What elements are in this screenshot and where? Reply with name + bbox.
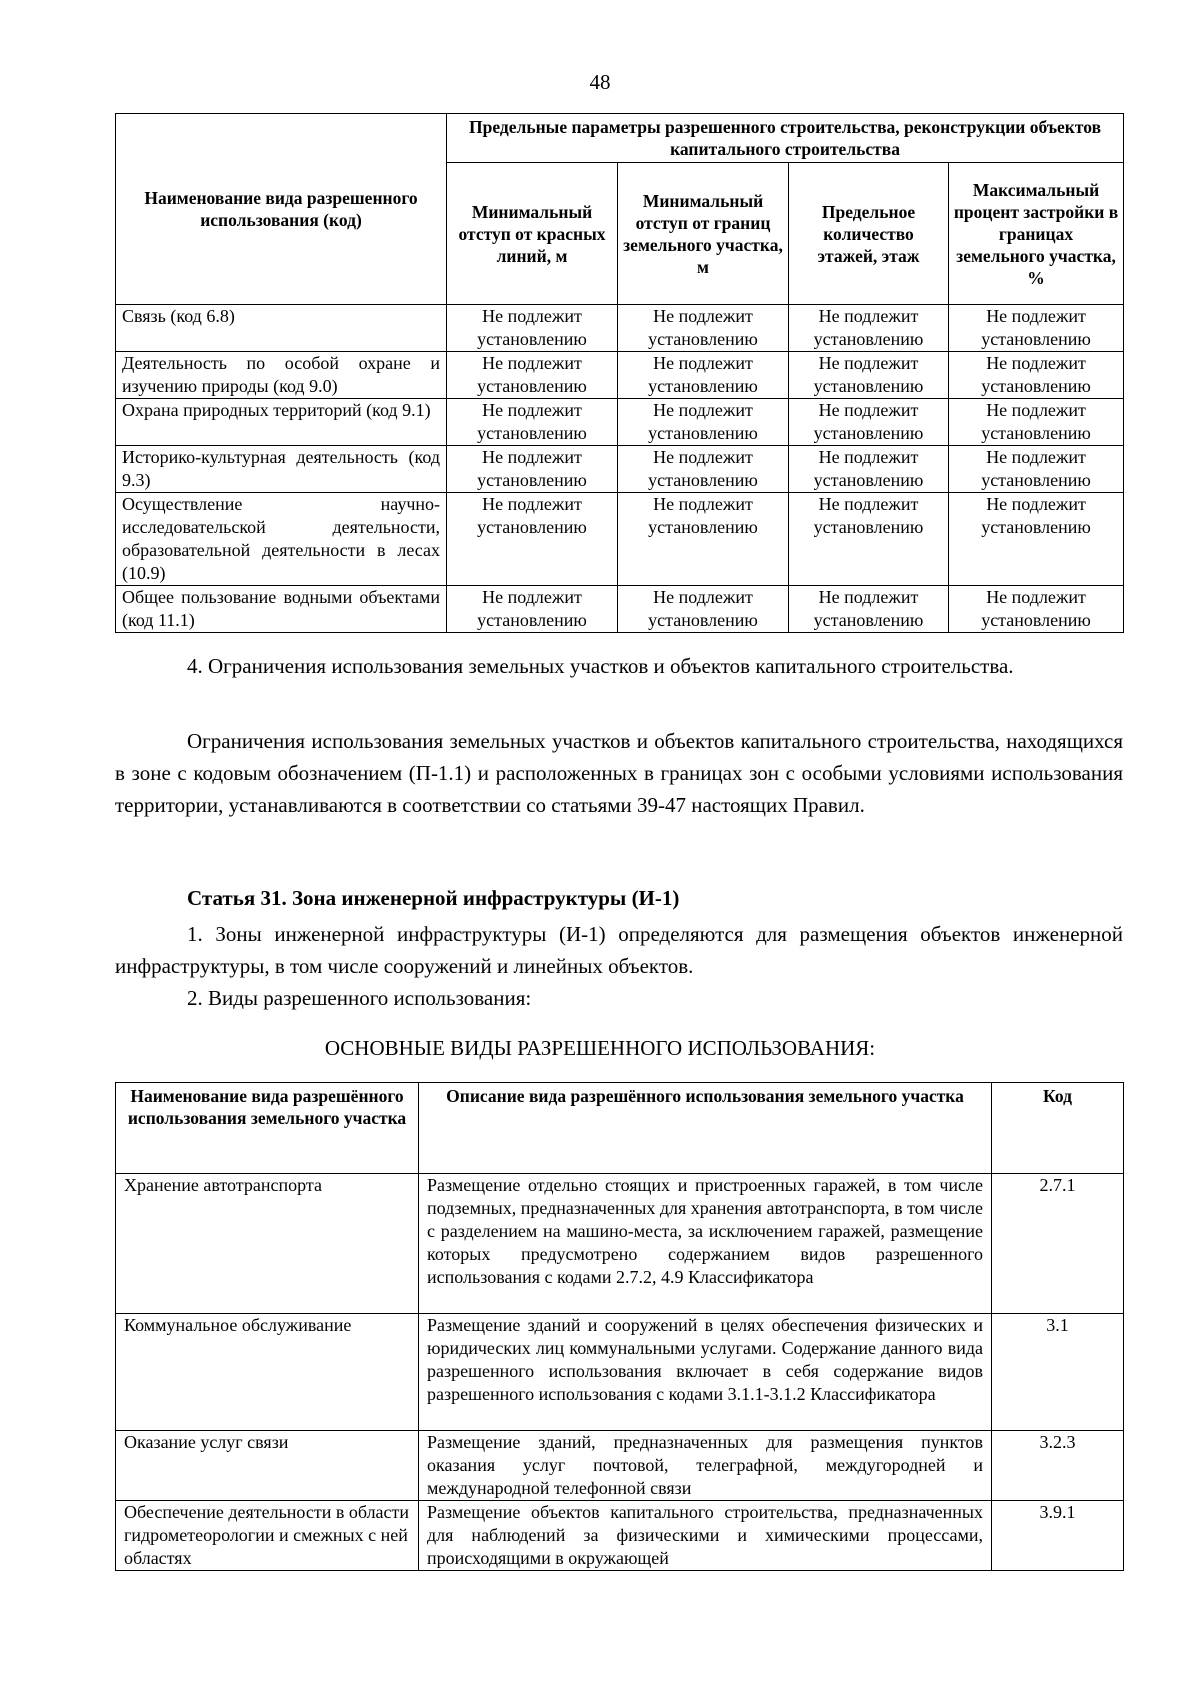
value-cell: Не подлежит установлению xyxy=(618,446,789,493)
header-min-offset-boundaries: Минимальный отступ от границ земельного участка, м xyxy=(618,163,789,305)
value-cell: Не подлежит установлению xyxy=(949,399,1124,446)
value-cell: Не подлежит установлению xyxy=(447,446,618,493)
section-4-item: 4. Ограничения использования земельных участков и объектов капитального строительства. xyxy=(187,654,1014,678)
table-row xyxy=(116,399,1124,446)
value-cell: Не подлежит установлению xyxy=(447,586,618,633)
table-row xyxy=(116,352,1124,399)
value-cell: Не подлежит установлению xyxy=(618,352,789,399)
value-cell: Не подлежит установлению xyxy=(618,493,789,586)
use-name: Коммунальное обслуживание xyxy=(116,1314,419,1431)
use-name: Общее пользование водными объектами (код 11.1) xyxy=(116,586,447,633)
value-cell: Не подлежит установлению xyxy=(789,493,949,586)
use-code: 3.9.1 xyxy=(992,1501,1124,1571)
article-31-item-1: 1. Зоны инженерной инфраструктуры (И-1) определяются для размещения объектов инженерной инфраструктуры, в том числе сооружений и линейных объектов. xyxy=(115,922,1123,978)
use-name: Охрана природных территорий (код 9.1) xyxy=(116,399,447,446)
use-description: Размещение зданий, предназначенных для размещения пунктов оказания услуг почтовой, телеграфной, междугородней и международной телефонной связи xyxy=(419,1431,992,1501)
table-row xyxy=(116,305,1124,352)
table-row xyxy=(116,493,1124,586)
value-cell: Не подлежит установлению xyxy=(789,399,949,446)
header-use-code: Код xyxy=(992,1083,1124,1174)
use-description: Размещение отдельно стоящих и пристроенных гаражей, в том числе подземных, предназначенных для хранения автотранспорта, в том числе с разделением на машино-места, за исключением гаражей, размещение которых предусмотрено содержанием видов разрешенного использования с кодами 2.7.2, 4.9 Классификатора xyxy=(419,1174,992,1314)
use-code: 2.7.1 xyxy=(992,1174,1124,1314)
header-use-name: Наименование вида разрешённого использования земельного участка xyxy=(116,1083,419,1174)
value-cell: Не подлежит установлению xyxy=(789,352,949,399)
use-description: Размещение объектов капитального строительства, предназначенных для наблюдений за физическими и химическими процессами, происходящими в окружающей xyxy=(419,1501,992,1571)
page-number: 48 xyxy=(589,70,611,94)
value-cell: Не подлежит установлению xyxy=(447,305,618,352)
use-name: Оказание услуг связи xyxy=(116,1431,419,1501)
use-name: Хранение автотранспорта xyxy=(116,1174,419,1314)
value-cell: Не подлежит установлению xyxy=(618,586,789,633)
land-use-parameters-table xyxy=(115,113,1124,633)
table-row xyxy=(116,1431,1124,1501)
use-code: 3.2.3 xyxy=(992,1431,1124,1501)
value-cell: Не подлежит установлению xyxy=(447,493,618,586)
table-row xyxy=(116,1174,1124,1314)
table-row xyxy=(116,446,1124,493)
use-name: Осуществление научно-исследовательской деятельности, образовательной деятельности в лесах (10.9) xyxy=(116,493,447,586)
use-name: Историко-культурная деятельность (код 9.3) xyxy=(116,446,447,493)
article-31-heading: Статья 31. Зона инженерной инфраструктуры (И-1) xyxy=(187,886,680,910)
header-min-offset-red-lines: Минимальный отступ от красных линий, м xyxy=(447,163,618,305)
header-use-description: Описание вида разрешённого использования земельного участка xyxy=(419,1083,992,1174)
table-row xyxy=(116,1314,1124,1431)
value-cell: Не подлежит установлению xyxy=(447,352,618,399)
use-name: Обеспечение деятельности в области гидрометеорологии и смежных с ней областях xyxy=(116,1501,419,1571)
value-cell: Не подлежит установлению xyxy=(618,305,789,352)
value-cell: Не подлежит установлению xyxy=(949,586,1124,633)
value-cell: Не подлежит установлению xyxy=(618,399,789,446)
value-cell: Не подлежит установлению xyxy=(789,305,949,352)
use-code: 3.1 xyxy=(992,1314,1124,1431)
value-cell: Не подлежит установлению xyxy=(789,586,949,633)
header-max-floors: Предельное количество этажей, этаж xyxy=(789,163,949,305)
value-cell: Не подлежит установлению xyxy=(789,446,949,493)
header-parameters-group: Предельные параметры разрешенного строительства, реконструкции объектов капитального строительства xyxy=(447,114,1124,163)
header-use-name: Наименование вида разрешенного использования (код) xyxy=(116,114,447,305)
value-cell: Не подлежит установлению xyxy=(949,352,1124,399)
article-31-item-2: 2. Виды разрешенного использования: xyxy=(187,986,532,1010)
table-row xyxy=(116,1501,1124,1571)
value-cell: Не подлежит установлению xyxy=(949,446,1124,493)
value-cell: Не подлежит установлению xyxy=(949,493,1124,586)
table-row xyxy=(116,586,1124,633)
use-description: Размещение зданий и сооружений в целях обеспечения физических и юридических лиц коммунальными услугами. Содержание данного вида разрешенного использования включает в себя содержание видов разрешенного использования с кодами 3.1.1-3.1.2 Классификатора xyxy=(419,1314,992,1431)
header-max-build-percent: Максимальный процент застройки в границах земельного участка, % xyxy=(949,163,1124,305)
basic-uses-table xyxy=(115,1082,1124,1571)
value-cell: Не подлежит установлению xyxy=(949,305,1124,352)
use-name: Связь (код 6.8) xyxy=(116,305,447,352)
use-name: Деятельность по особой охране и изучению природы (код 9.0) xyxy=(116,352,447,399)
basic-uses-title: ОСНОВНЫЕ ВИДЫ РАЗРЕШЕННОГО ИСПОЛЬЗОВАНИЯ: xyxy=(324,1036,876,1060)
value-cell: Не подлежит установлению xyxy=(447,399,618,446)
section-4-paragraph: Ограничения использования земельных участков и объектов капитального строительства, находящихся в зоне с кодовым обозначением (П-1.1) и расположенных в границах зон с особыми условиями использования территории, устанавливаются в соответствии со статьями 39-47 настоящих Правил. xyxy=(115,729,1123,817)
